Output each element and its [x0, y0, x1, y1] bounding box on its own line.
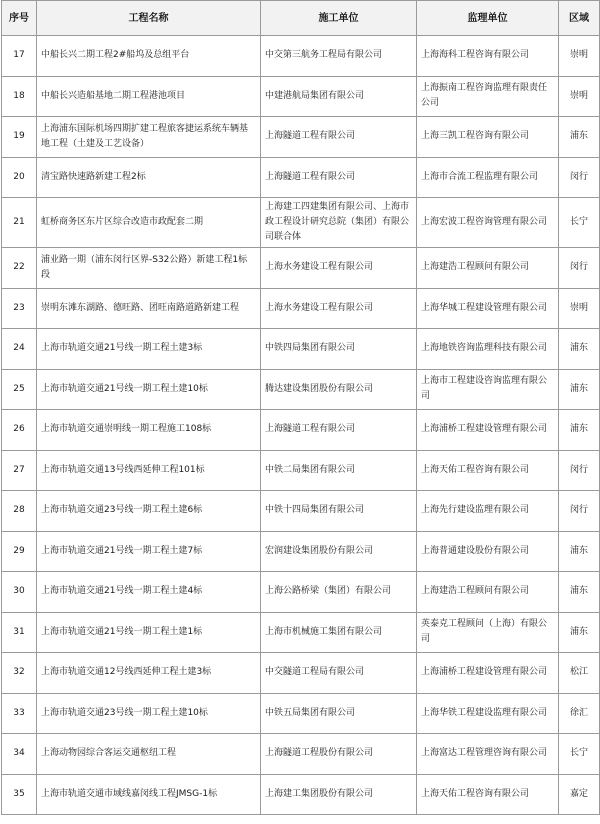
supervisor-cell: 上海浦桥工程建设管理有限公司	[417, 653, 559, 694]
contractor-cell: 中交隧道工程局有限公司	[261, 653, 417, 694]
serial-cell: 19	[2, 117, 37, 158]
table-row	[2, 36, 600, 77]
contractor-cell: 上海隧道工程有限公司	[261, 157, 417, 198]
district-cell: 崇明	[559, 76, 600, 117]
contractor-cell: 上海公路桥梁（集团）有限公司	[261, 572, 417, 613]
district-cell: 闵行	[559, 491, 600, 532]
project-name-cell: 上海市轨道交通13号线西延伸工程101标	[37, 450, 261, 491]
project-name-cell: 中船长兴二期工程2#船坞及总组平台	[37, 36, 261, 77]
table-row	[2, 531, 600, 572]
project-name-cell: 浦业路一期（浦东闵行区界-S32公路）新建工程1标段	[37, 248, 261, 289]
contractor-cell: 上海隧道工程股份有限公司	[261, 734, 417, 775]
supervisor-cell: 上海振南工程咨询监理有限责任公司	[417, 76, 559, 117]
district-cell: 长宁	[559, 198, 600, 248]
serial-cell: 34	[2, 734, 37, 775]
district-cell: 浦东	[559, 572, 600, 613]
table-row	[2, 329, 600, 370]
project-name-cell: 上海市轨道交通21号线一期工程土建4标	[37, 572, 261, 613]
district-cell: 浦东	[559, 369, 600, 410]
table-body	[2, 36, 600, 815]
serial-cell: 29	[2, 531, 37, 572]
serial-cell: 26	[2, 410, 37, 451]
project-name-cell: 上海市轨道交通21号线一期工程土建1标	[37, 612, 261, 653]
table-header-row	[2, 1, 600, 36]
project-name-cell: 上海市轨道交通12号线西延伸工程土建3标	[37, 653, 261, 694]
table-row	[2, 76, 600, 117]
district-cell: 闵行	[559, 157, 600, 198]
district-cell: 崇明	[559, 288, 600, 329]
district-cell: 徐汇	[559, 693, 600, 734]
table-row	[2, 450, 600, 491]
serial-cell: 22	[2, 248, 37, 289]
header-contractor: 施工单位	[261, 1, 417, 36]
supervisor-cell: 上海市合流工程监理有限公司	[417, 157, 559, 198]
contractor-cell: 上海建工集团股份有限公司	[261, 774, 417, 815]
header-project-name: 工程名称	[37, 1, 261, 36]
district-cell: 浦东	[559, 117, 600, 158]
contractor-cell: 上海建工四建集团有限公司、上海市政工程设计研究总院（集团）有限公司联合体	[261, 198, 417, 248]
contractor-cell: 中铁四局集团有限公司	[261, 329, 417, 370]
project-name-cell: 清宝路快速路新建工程2标	[37, 157, 261, 198]
serial-cell: 33	[2, 693, 37, 734]
serial-cell: 30	[2, 572, 37, 613]
table-row	[2, 612, 600, 653]
table-row	[2, 774, 600, 815]
serial-cell: 35	[2, 774, 37, 815]
supervisor-cell: 上海华城工程建设管理有限公司	[417, 288, 559, 329]
supervisor-cell: 上海建浩工程顾问有限公司	[417, 572, 559, 613]
table-row	[2, 288, 600, 329]
contractor-cell: 中交第三航务工程局有限公司	[261, 36, 417, 77]
project-name-cell: 上海市轨道交通市域线嘉闵线工程JMSG-1标	[37, 774, 261, 815]
supervisor-cell: 上海富达工程管理咨询有限公司	[417, 734, 559, 775]
header-district: 区域	[559, 1, 600, 36]
table-row	[2, 653, 600, 694]
supervisor-cell: 上海市工程建设咨询监理有限公司	[417, 369, 559, 410]
supervisor-cell: 上海华铁工程建设监理有限公司	[417, 693, 559, 734]
table-row	[2, 572, 600, 613]
contractor-cell: 中建港航局集团有限公司	[261, 76, 417, 117]
contractor-cell: 上海隧道工程有限公司	[261, 410, 417, 451]
project-table	[1, 0, 600, 815]
serial-cell: 18	[2, 76, 37, 117]
project-name-cell: 上海市轨道交通23号线一期工程土建10标	[37, 693, 261, 734]
district-cell: 松江	[559, 653, 600, 694]
project-name-cell: 上海市轨道交通21号线一期工程土建10标	[37, 369, 261, 410]
table-row	[2, 248, 600, 289]
contractor-cell: 上海水务建设工程有限公司	[261, 288, 417, 329]
contractor-cell: 上海隧道工程有限公司	[261, 117, 417, 158]
table-row	[2, 117, 600, 158]
project-name-cell: 上海动物园综合客运交通枢纽工程	[37, 734, 261, 775]
supervisor-cell: 上海建浩工程顾问有限公司	[417, 248, 559, 289]
serial-cell: 17	[2, 36, 37, 77]
district-cell: 浦东	[559, 329, 600, 370]
project-name-cell: 崇明东滩东湖路、德旺路、团旺南路道路新建工程	[37, 288, 261, 329]
contractor-cell: 宏润建设集团股份有限公司	[261, 531, 417, 572]
supervisor-cell: 上海先行建设监理有限公司	[417, 491, 559, 532]
supervisor-cell: 上海天佑工程咨询有限公司	[417, 774, 559, 815]
serial-cell: 32	[2, 653, 37, 694]
table-row	[2, 734, 600, 775]
district-cell: 嘉定	[559, 774, 600, 815]
serial-cell: 25	[2, 369, 37, 410]
district-cell: 崇明	[559, 36, 600, 77]
table-row	[2, 369, 600, 410]
project-name-cell: 上海市轨道交通23号线一期工程土建6标	[37, 491, 261, 532]
serial-cell: 24	[2, 329, 37, 370]
supervisor-cell: 上海浦桥工程建设管理有限公司	[417, 410, 559, 451]
contractor-cell: 上海水务建设工程有限公司	[261, 248, 417, 289]
serial-cell: 31	[2, 612, 37, 653]
contractor-cell: 腾达建设集团股份有限公司	[261, 369, 417, 410]
district-cell: 长宁	[559, 734, 600, 775]
project-name-cell: 上海市轨道交通21号线一期工程土建3标	[37, 329, 261, 370]
supervisor-cell: 上海天佑工程咨询有限公司	[417, 450, 559, 491]
district-cell: 浦东	[559, 531, 600, 572]
table-row	[2, 693, 600, 734]
contractor-cell: 中铁五局集团有限公司	[261, 693, 417, 734]
contractor-cell: 中铁二局集团有限公司	[261, 450, 417, 491]
supervisor-cell: 上海三凯工程咨询有限公司	[417, 117, 559, 158]
table-row	[2, 198, 600, 248]
table-row	[2, 157, 600, 198]
serial-cell: 21	[2, 198, 37, 248]
contractor-cell: 上海市机械施工集团有限公司	[261, 612, 417, 653]
supervisor-cell: 上海地铁咨询监理科技有限公司	[417, 329, 559, 370]
district-cell: 闵行	[559, 248, 600, 289]
supervisor-cell: 上海普通建设股份有限公司	[417, 531, 559, 572]
serial-cell: 20	[2, 157, 37, 198]
district-cell: 浦东	[559, 410, 600, 451]
serial-cell: 23	[2, 288, 37, 329]
header-supervisor: 监理单位	[417, 1, 559, 36]
district-cell: 浦东	[559, 612, 600, 653]
header-serial: 序号	[2, 1, 37, 36]
project-name-cell: 虹桥商务区东片区综合改造市政配套二期	[37, 198, 261, 248]
supervisor-cell: 上海宏波工程咨询管理有限公司	[417, 198, 559, 248]
serial-cell: 27	[2, 450, 37, 491]
project-name-cell: 上海市轨道交通21号线一期工程土建7标	[37, 531, 261, 572]
supervisor-cell: 上海海科工程咨询有限公司	[417, 36, 559, 77]
table-row	[2, 410, 600, 451]
project-name-cell: 中船长兴造船基地二期工程港池项目	[37, 76, 261, 117]
project-name-cell: 上海市轨道交通崇明线一期工程施工108标	[37, 410, 261, 451]
serial-cell: 28	[2, 491, 37, 532]
project-name-cell: 上海浦东国际机场四期扩建工程旅客捷运系统车辆基地工程（土建及工艺设备）	[37, 117, 261, 158]
contractor-cell: 中铁十四局集团有限公司	[261, 491, 417, 532]
supervisor-cell: 英泰克工程顾问（上海）有限公司	[417, 612, 559, 653]
district-cell: 闵行	[559, 450, 600, 491]
table-row	[2, 491, 600, 532]
